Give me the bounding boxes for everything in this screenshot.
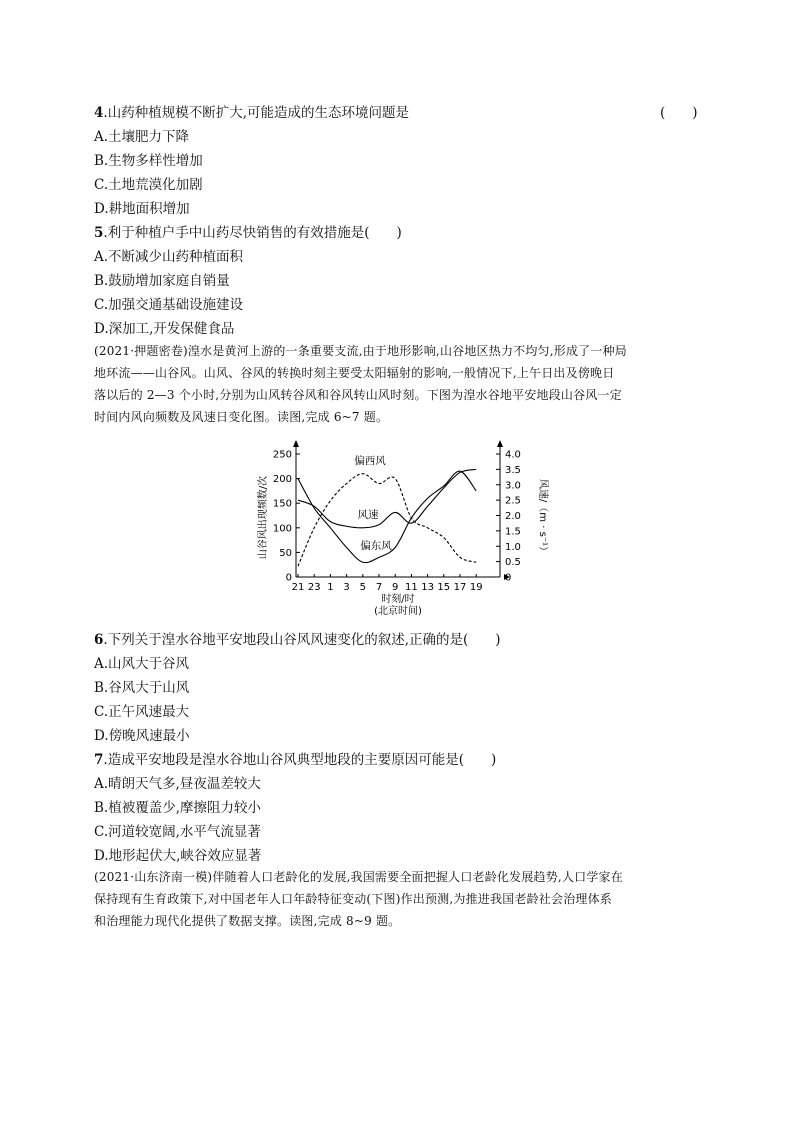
left-tick-label: 150 [272, 498, 292, 510]
right-tick-label: 0.5 [505, 557, 521, 569]
right-tick-label: 2.0 [505, 511, 521, 522]
question-5-option-b: B.鼓励增加家庭自销量 [94, 273, 230, 289]
passage-8-9 [94, 866, 704, 932]
right-tick-label: 4.0 [505, 449, 521, 461]
x-axis-subtitle: (北京时间) [374, 606, 422, 617]
x-tick-label: 5 [359, 582, 366, 593]
passage-line: 地环流——山谷风。山风、谷风的转换时刻主要受太阳辐射的影响,一般情况下,上午日出及傍晚日 [94, 366, 615, 380]
question-4-option-d: D.耕地面积增加 [94, 201, 190, 217]
question-5-stem: 5.利于种植户手中山药尽快销售的有效措施是( ) [94, 225, 402, 241]
left-tick-label: 250 [272, 449, 292, 461]
right-tick-label: 1.0 [505, 541, 521, 553]
question-6-option-c: C.正午风速最大 [94, 704, 190, 720]
left-axis-title: 山谷风出现频数/次 [258, 475, 269, 560]
x-tick-label: 15 [437, 582, 451, 593]
chart-axes [273, 440, 521, 593]
series-line-风速 [298, 469, 476, 527]
series-label: 风速 [357, 509, 379, 521]
question-4-option-c: C.土地荒漠化加剧 [94, 177, 203, 193]
question-5-option-c: C.加强交通基础设施建设 [94, 297, 244, 313]
question-5-option-a: A.不断减少山药种植面积 [94, 249, 244, 265]
question-4-stem: 4.山药种植规模不断扩大,可能造成的生态环境问题是 [94, 105, 409, 121]
passage-line: 保持现有生育政策下,对中国老年人口年龄特征变动(下图)作出预测,为推进我国老龄社会治理体系 [94, 892, 612, 906]
question-4-answer-paren: ( ) [660, 105, 698, 121]
left-tick-label: 50 [279, 547, 292, 559]
passage-line: 时间内风向频数及风速日变化图。读图,完成 6~7 题。 [94, 410, 389, 424]
series-line-偏西风 [298, 474, 476, 566]
x-tick-label: 23 [307, 582, 321, 593]
x-tick-label: 13 [421, 582, 434, 593]
valley-wind-chart [250, 436, 550, 622]
question-5-option-d: D.深加工,开发保健食品 [94, 321, 235, 337]
left-axis-arrow [293, 440, 299, 447]
passage-line: (2021·押题密卷)湟水是黄河上游的一条重要支流,由于地形影响,山谷地区热力不均匀,形成了一种局 [94, 344, 627, 358]
x-tick-label: 21 [291, 582, 305, 593]
question-6-option-b: B.谷风大于山风 [94, 680, 190, 696]
x-tick-label: 3 [343, 582, 350, 593]
question-4-option-a: A.土壤肥力下降 [94, 129, 190, 145]
passage-line: 落以后的 2—3 个小时,分别为山风转谷风和谷风转山风时刻。下图为湟水谷地平安地段山谷风一定 [94, 388, 622, 402]
x-axis-title: 时刻/时 [381, 594, 415, 605]
right-tick-label: 3.0 [505, 480, 521, 492]
x-tick-label: 17 [453, 582, 467, 593]
question-7-option-a: A.晴朗天气多,昼夜温差较大 [94, 776, 261, 792]
passage-line: 和治理能力现代化提供了数据支撑。读图,完成 8~9 题。 [94, 914, 401, 928]
left-tick-label: 200 [272, 474, 292, 486]
x-tick-label: 11 [405, 582, 418, 593]
right-axis-arrow [497, 440, 503, 447]
question-6-option-d: D.傍晚风速最小 [94, 728, 190, 744]
question-7-option-b: B.植被覆盖少,摩擦阻力较小 [94, 800, 262, 816]
right-tick-label: 2.5 [505, 495, 521, 507]
right-tick-label: 3.5 [505, 464, 521, 476]
question-6-stem: 6.下列关于湟水谷地平安地段山谷风风速变化的叙述,正确的是( ) [94, 632, 501, 648]
question-7-option-d: D.地形起伏大,峡谷效应显著 [94, 848, 262, 864]
x-tick-label: 1 [327, 582, 334, 593]
right-axis-title: 风速/（m · s⁻¹） [537, 478, 548, 557]
question-7-stem: 7.造成平安地段是湟水谷地山谷风典型地段的主要原因可能是( ) [94, 752, 497, 768]
x-tick-label: 9 [392, 582, 399, 593]
series-label: 偏西风 [354, 455, 386, 467]
passage-line: (2021·山东济南一模)伴随着人口老龄化的发展,我国需要全面把握人口老龄化发展趋势,人口学家在 [94, 870, 623, 884]
question-4-option-b: B.生物多样性增加 [94, 153, 203, 169]
question-6-option-a: A.山风大于谷风 [94, 656, 190, 672]
series-label: 偏东风 [360, 540, 392, 552]
left-tick-label: 0 [285, 572, 292, 584]
right-tick-label: 1.5 [505, 526, 521, 538]
question-7-option-c: C.河道较宽阔,水平气流显著 [94, 824, 261, 840]
right-tick-label: 0 [505, 572, 512, 584]
x-tick-label: 7 [375, 582, 383, 593]
passage-6-7 [94, 340, 704, 428]
x-tick-label: 19 [469, 582, 483, 593]
left-tick-label: 100 [272, 523, 292, 535]
